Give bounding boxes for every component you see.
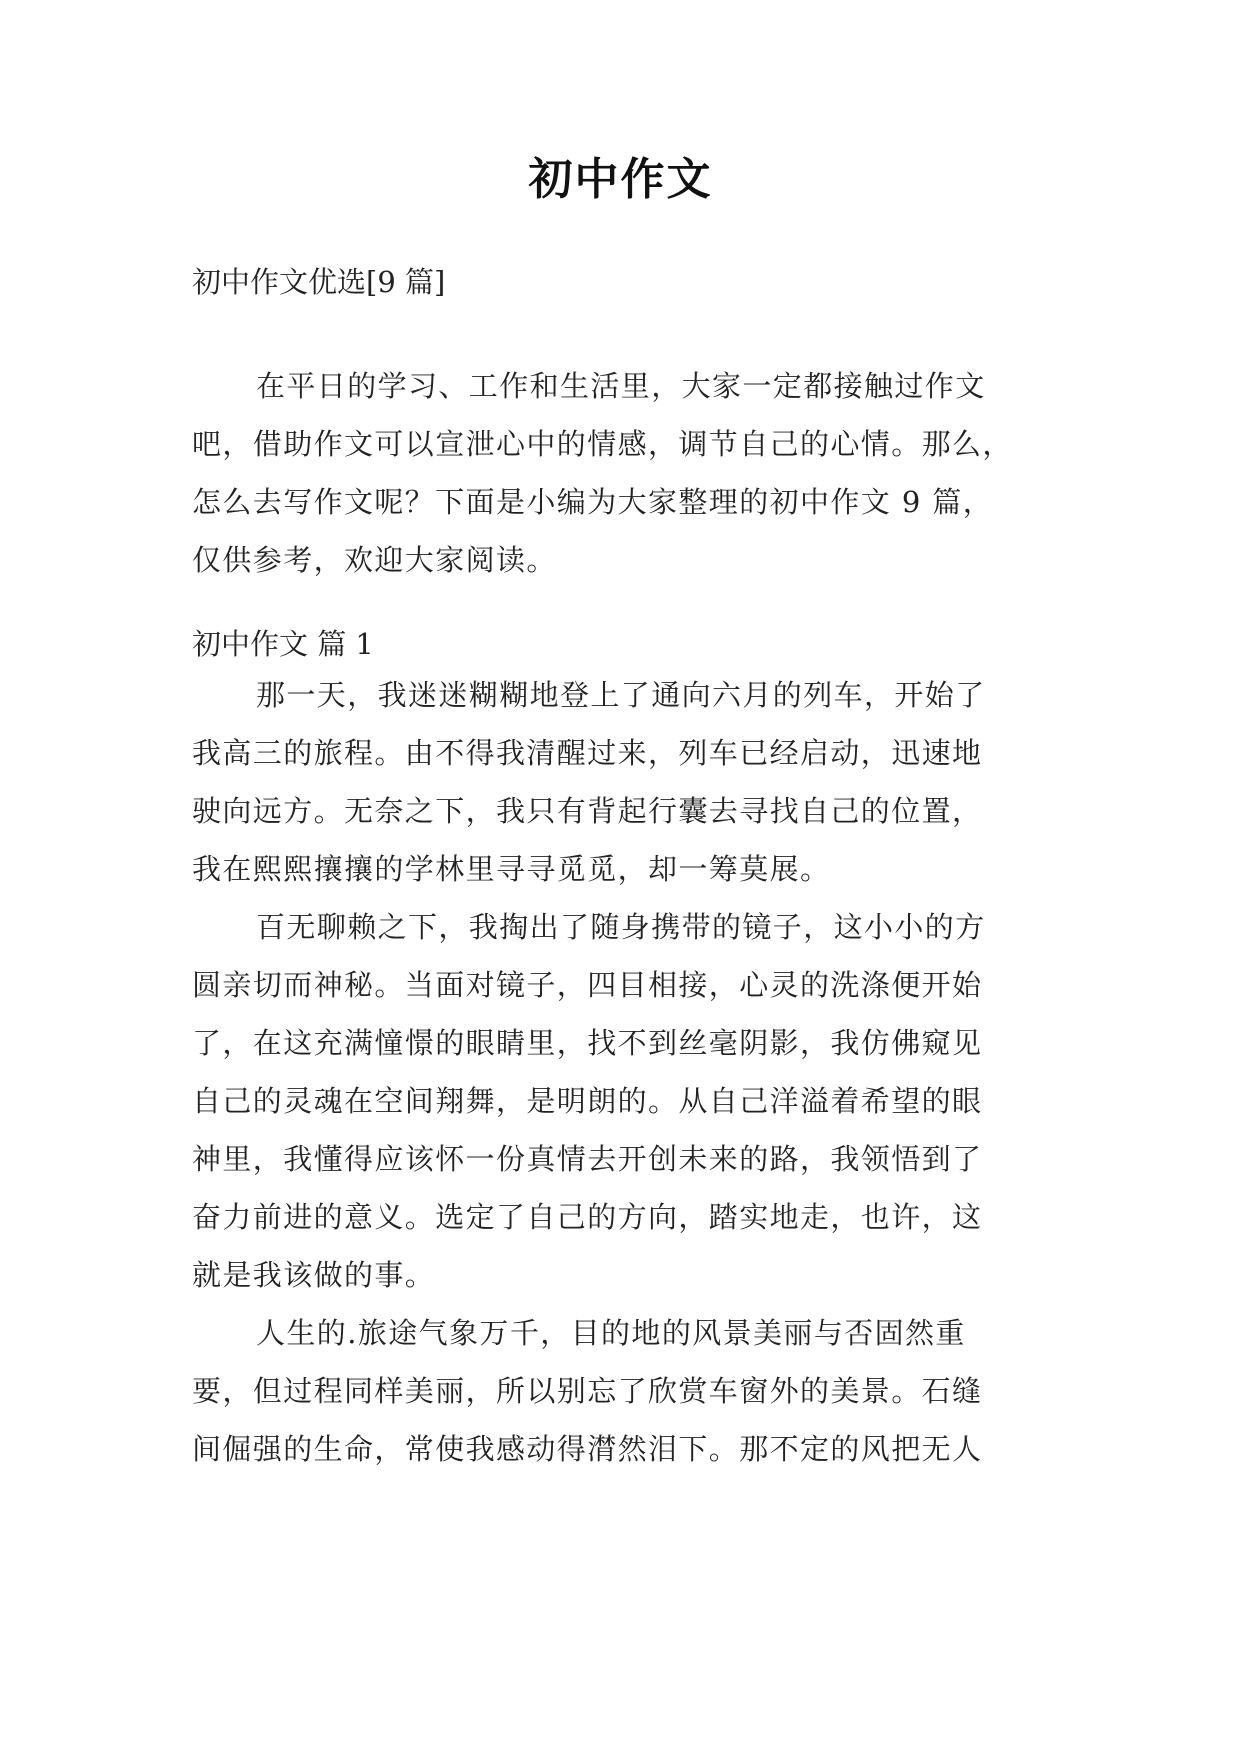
text-line: 就是我该做的事。 [192, 1258, 436, 1292]
body-paragraph [192, 1304, 1077, 1478]
intro-paragraph [192, 357, 1077, 589]
text-line: 奋力前进的意义。选定了自己的方向，踏实地走，也许，这 [192, 1200, 983, 1234]
text-line: 自己的灵魂在空间翔舞，是明朗的。从自己洋溢着希望的眼 [192, 1084, 983, 1118]
text-line: 要，但过程同样美丽，所以别忘了欣赏车窗外的美景。石缝 [192, 1374, 983, 1408]
text-line: 吧，借助作文可以宣泄心中的情感，调节自己的心情。那么， [192, 427, 1013, 461]
text-line: 人生的.旅途气象万千，目的地的风景美丽与否固然重 [256, 1316, 966, 1350]
document-subtitle: 初中作文优选[9 篇] [192, 265, 446, 299]
body-paragraph [192, 666, 1077, 898]
text-line: 了，在这充满憧憬的眼睛里，找不到丝毫阴影，我仿佛窥见 [192, 1026, 983, 1060]
text-line: 那一天，我迷迷糊糊地登上了通向六月的列车，开始了 [256, 678, 986, 712]
text-line: 百无聊赖之下，我掏出了随身携带的镜子，这小小的方 [256, 910, 986, 944]
text-line: 我在熙熙攘攘的学林里寻寻觅觅，却一筹莫展。 [192, 852, 831, 886]
text-line: 怎么去写作文呢？下面是小编为大家整理的初中作文 9 篇， [192, 485, 994, 519]
text-line: 圆亲切而神秘。当面对镜子，四目相接，心灵的洗涤便开始 [192, 968, 983, 1002]
body-paragraph [192, 898, 1077, 1304]
text-line: 间倔强的生命，常使我感动得潸然泪下。那不定的风把无人 [192, 1432, 983, 1466]
document-title: 初中作文 [528, 154, 713, 205]
text-line: 神里，我懂得应该怀一份真情去开创未来的路，我领悟到了 [192, 1142, 983, 1176]
section-heading: 初中作文 篇 1 [192, 627, 374, 661]
text-line: 驶向远方。无奈之下，我只有背起行囊去寻找自己的位置， [192, 794, 983, 828]
text-line: 在平日的学习、工作和生活里，大家一定都接触过作文 [256, 369, 986, 403]
text-line: 我高三的旅程。由不得我清醒过来，列车已经启动，迅速地 [192, 736, 983, 770]
text-line: 仅供参考，欢迎大家阅读。 [192, 543, 557, 577]
